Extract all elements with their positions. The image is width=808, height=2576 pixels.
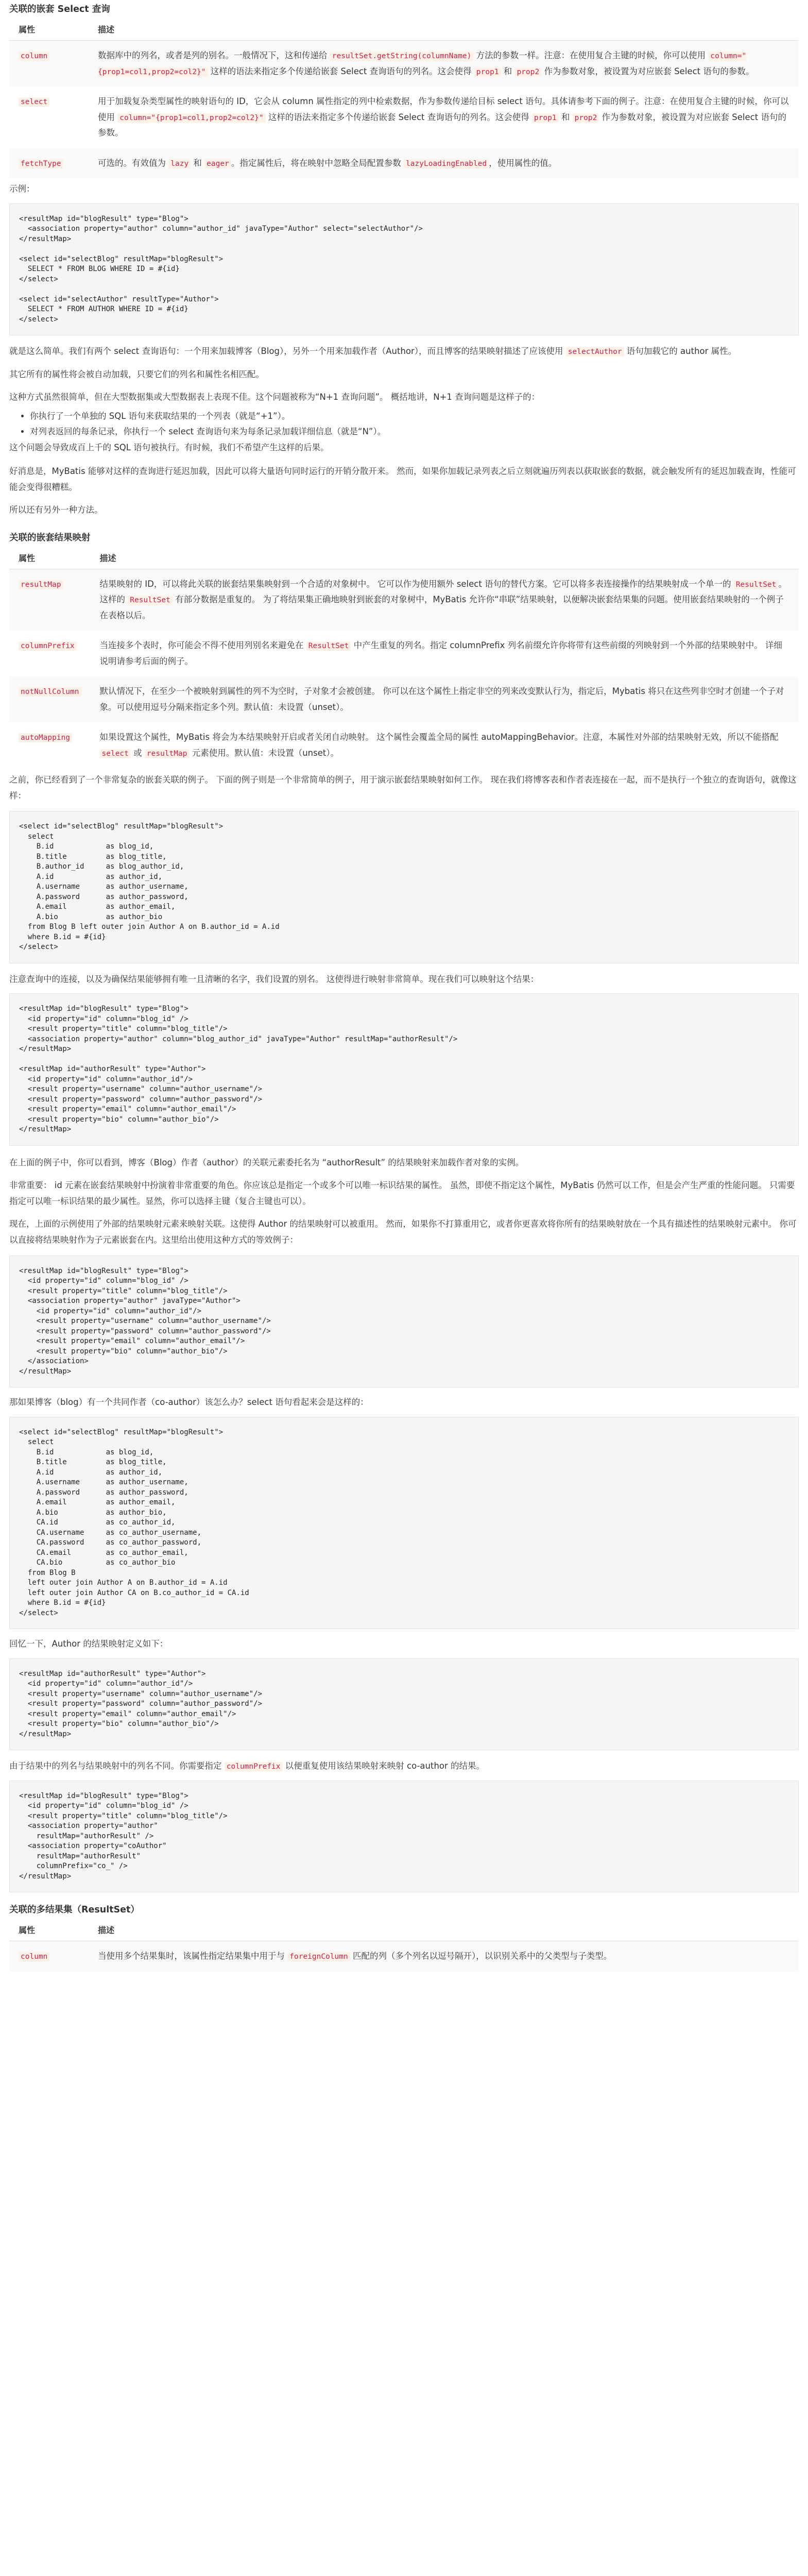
inline-code: eager (204, 159, 231, 168)
attribute-description: 当使用多个结果集时，该属性指定结果集中用于与 foreignColumn 匹配的列（多个列名以逗号隔开），以识别关系中的父类型与子类型。 (89, 1941, 799, 1972)
paragraph: 所以还有另外一种方法。 (9, 505, 103, 515)
attribute-description: 用于加载复杂类型属性的映射语句的 ID，它会从 column 属性指定的列中检索数据，作为参数传递给目标 select 语句。具体请参考下面的例子。注意：在使用复合主键的时候，你可以使用 column="{prop1=col1,prop2=col2}" 这样的语法来指定多个传递给嵌套 Select 查询语句的列名。这会使得 prop1 和 prop2 作为参数对象，被设置为对应嵌套 Select 语句的参数。 (98, 96, 789, 138)
inline-code: foreignColumn (287, 1952, 350, 1961)
table-header-row (9, 1920, 799, 1941)
attribute-description: 数据库中的列名，或者是列的别名。一般情况下，这和传递给 resultSet.getString(columnName) 方法的参数一样。注意：在使用复合主键的时候，你可以使用 column="{prop1=col1,prop2=col2}" 这样的语法来指定多个传递给嵌套 Select 查询语句的列名。这会使得 prop1 和 prop2 作为参数对象，被设置为对应嵌套 Select 语句的参数。 (89, 41, 799, 87)
inline-code: column="{prop1=col1,prop2=col2}" (98, 52, 747, 76)
paragraph: 这个问题会导致成百上千的 SQL 语句被执行。有时候，我们不希望产生这样的后果。 (9, 442, 329, 452)
header-attribute: 属性 (9, 548, 91, 569)
code-block: <resultMap id="blogResult" type="Blog"> <id property="id" column="blog_id" /> <result property="title" column="blog_title"/> <association property="author" column="blog_author_id" javaType="Author" resultMap="authorResult"/> </resultMap> <resultMap id="authorResult" type="Author"> <id property="id" column="author_id"/> <result property="username" column="author_username"/> <result property="password" column="author_password"/> <result property="email" column="author_email"/> <result property="bio" column="author_bio"/> </resultMap> (9, 993, 799, 1146)
inline-code: prop2 (515, 67, 542, 77)
inline-code: select (100, 749, 131, 758)
paragraph: 现在，上面的示例使用了外部的结果映射元素来映射关联。这使得 Author 的结果映射可以被重用。 然而，如果你不打算重用它，或者你更喜欢将你所有的结果映射放在一个具有描述性的结果映射元素中。 你可以直接将结果映射作为子元素嵌套在内。这里给出使用这种方式的等效例子： (9, 1219, 797, 1245)
attribute-name: resultMap (19, 580, 63, 589)
attribute-table-multiple-resultsets (9, 1920, 799, 1972)
table-row (9, 87, 799, 148)
paragraph: 由于结果中的列名与结果映射中的列名不同。你需要指定 columnPrefix 以便重复使用该结果映射来映射 co-author 的结果。 (9, 1761, 485, 1771)
code-block: <select id="selectBlog" resultMap="blogResult"> select B.id as blog_id, B.title as blog_title, A.id as author_id, A.username as author_username, A.password as author_password, A.email as author_email, A.bio as author_bio, CA.id as co_author_id, CA.username as co_author_username, CA.password as co_author_password, CA.email as co_author_email, CA.bio as co_author_bio from Blog B left outer join Author A on B.author_id = A.id left outer join Author CA on B.co_author_id = CA.id where B.id = #{id} </select> (9, 1417, 799, 1630)
inline-code: prop2 (573, 113, 599, 123)
paragraph: 注意查询中的连接，以及为确保结果能够拥有唯一且清晰的名字，我们设置的别名。 这使得进行映射非常简单。现在我们可以映射这个结果： (9, 974, 539, 984)
inline-code: prop1 (474, 67, 501, 77)
attribute-name: fetchType (19, 159, 63, 168)
header-attribute: 属性 (9, 1920, 89, 1941)
inline-code: column="{prop1=col1,prop2=col2}" (117, 113, 265, 123)
inline-code: ResultSet (306, 641, 351, 651)
paragraph: 示例： (9, 184, 35, 194)
section-title-multiple-resultsets: 关联的多结果集（ResultSet） (9, 1905, 140, 1916)
attribute-name: select (19, 97, 49, 107)
table-row (9, 676, 799, 722)
attribute-description: 可选的。有效值为 lazy 和 eager 。指定属性后，将在映射中忽略全局配置参数 lazyLoadingEnabled ，使用属性的值。 (89, 148, 799, 179)
paragraph: 在上面的例子中，你可以看到，博客（Blog）作者（author）的关联元素委托名为 “authorResult” 的结果映射来加载作者对象的实例。 (9, 1157, 524, 1167)
paragraph: 其它所有的属性将会被自动加载，只要它们的列名和属性名相匹配。 (9, 369, 264, 379)
list-item: • 你执行了一个单独的 SQL 语句来获取结果的一个列表（就是“+1”）。 (30, 409, 799, 425)
bullet-list (9, 409, 799, 440)
table-header-row (9, 548, 799, 569)
inline-code: ResultSet (734, 580, 779, 589)
table-row (9, 722, 799, 768)
paragraph: 那如果博客（blog）有一个共同作者（co-author）该怎么办？select 语句看起来会是这样的： (9, 1397, 369, 1408)
table-row (9, 631, 799, 676)
inline-code: resultSet.getString(columnName) (330, 52, 474, 61)
attribute-name: autoMapping (19, 733, 72, 742)
paragraph: 之前，你已经看到了一个非常复杂的嵌套关联的例子。 下面的例子则是一个非常简单的例子，用于演示嵌套结果映射如何工作。 现在我们将博客表和作者表连接在一起，而不是执行一个独立的查询语句，就像这样： (9, 775, 797, 801)
code-block: <resultMap id="blogResult" type="Blog"> <association property="author" column="author_id" javaType="Author" select="selectAuthor"/> </resultMap> <select id="selectBlog" resultMap="blogResult"> SELECT * FROM BLOG WHERE ID = #{id} </select> <select id="selectAuthor" resultType="Author"> SELECT * FROM AUTHOR WHERE ID = #{id} </select> (9, 204, 799, 336)
code-block: <resultMap id="blogResult" type="Blog"> <id property="id" column="blog_id" /> <result property="title" column="blog_title"/> <association property="author" javaType="Author"> <id property="id" column="author_id"/> <result property="username" column="author_username"/> <result property="password" column="author_password"/> <result property="email" column="author_email"/> <result property="bio" column="author_bio"/> </association> </resultMap> (9, 1256, 799, 1388)
header-description: 描述 (91, 548, 799, 569)
table-row (9, 148, 799, 179)
header-attribute: 属性 (9, 20, 89, 41)
table-header-row (9, 20, 799, 41)
attribute-table-nested-select (9, 20, 799, 178)
attribute-name: columnPrefix (19, 641, 77, 651)
header-description: 描述 (89, 20, 799, 41)
table-row (9, 41, 799, 87)
inline-code: selectAuthor (566, 347, 624, 357)
attribute-description: 如果设置这个属性，MyBatis 将会为本结果映射开启或者关闭自动映射。 这个属性会覆盖全局的属性 autoMappingBehavior。注意，本属性对外部的结果映射无效，所以不能搭配 select 或 resultMap 元素使用。默认值：未设置（unset）。 (99, 732, 779, 758)
table-row (9, 569, 799, 631)
header-description: 描述 (89, 1920, 799, 1941)
attribute-name: notNullColumn (19, 687, 81, 697)
attribute-table-nested-result (9, 548, 799, 769)
attribute-name: column (19, 1952, 49, 1961)
attribute-description: 默认情况下，在至少一个被映射到属性的列不为空时，子对象才会被创建。 你可以在这个属性上指定非空的列来改变默认行为，指定后，Mybatis 将只在这些列非空时才创建一个子对象。可以使用逗号分隔来指定多个列。默认值：未设置（unset）。 (91, 676, 799, 722)
attribute-name: column (19, 52, 49, 61)
paragraph: 这种方式虽然很简单，但在大型数据集或大型数据表上表现不佳。这个问题被称为“N+1 查询问题”。 概括地讲，N+1 查询问题是这样子的： (9, 392, 540, 402)
inline-code: prop1 (532, 113, 559, 123)
paragraph: 回忆一下，Author 的结果映射定义如下： (9, 1639, 168, 1649)
inline-code: columnPrefix (225, 1762, 283, 1771)
inline-code: resultMap (145, 749, 190, 758)
inline-code: lazy (168, 159, 191, 168)
inline-code: lazyLoadingEnabled (404, 159, 489, 168)
code-block: <resultMap id="blogResult" type="Blog"> <id property="id" column="blog_id" /> <result property="title" column="blog_title"/> <association property="author" resultMap="authorResult" /> <association property="coAuthor" resultMap="authorResult" columnPrefix="co_" /> </resultMap> (9, 1781, 799, 1893)
code-block: <resultMap id="authorResult" type="Author"> <id property="id" column="author_id"/> <result property="username" column="author_username"/> <result property="password" column="author_password"/> <result property="email" column="author_email"/> <result property="bio" column="author_bio"/> </resultMap> (9, 1658, 799, 1751)
inline-code: ResultSet (128, 596, 173, 605)
attribute-description: 结果映射的 ID，可以将此关联的嵌套结果集映射到一个合适的对象树中。 它可以作为使用额外 select 语句的替代方案。它可以将多表连接操作的结果映射成一个单一的 ResultSet 。这样的 ResultSet 有部分数据是重复的。 为了将结果集正确地映射到嵌套的对象树中，MyBatis 允许你“串联”结果映射，以便解决嵌套结果集的问题。使用嵌套结果映射的一个例子在表格以后。 (91, 569, 799, 631)
list-item: • 对列表返回的每条记录，你执行一个 select 查询语句来为每条记录加载详细信息（就是“N”）。 (30, 424, 799, 440)
section-title-nested-select: 关联的嵌套 Select 查询 (9, 4, 110, 14)
paragraph: 好消息是，MyBatis 能够对这样的查询进行延迟加载，因此可以将大量语句同时运行的开销分散开来。 然而，如果你加载记录列表之后立刻就遍历列表以获取嵌套的数据，就会触发所有的延迟加载查询，性能可能会变得很糟糕。 (9, 466, 796, 492)
paragraph: 非常重要： id 元素在嵌套结果映射中扮演着非常重要的角色。你应该总是指定一个或多个可以唯一标识结果的属性。 虽然，即使不指定这个属性，MyBatis 仍然可以工作，但是会产生严重的性能问题。 只需要指定可以唯一标识结果的最少属性。显然，你可以选择主键（复合主键也可以）。 (9, 1180, 795, 1206)
section-title-nested-result: 关联的嵌套结果映射 (9, 532, 91, 543)
paragraph: 就是这么简单。我们有两个 select 查询语句：一个用来加载博客（Blog），另外一个用来加载作者（Author），而且博客的结果映射描述了应该使用 selectAuthor 语句加载它的 author 属性。 (9, 346, 737, 357)
attribute-description: 当连接多个表时，你可能会不得不使用列别名来避免在 ResultSet 中产生重复的列名。指定 columnPrefix 列名前缀允许你将带有这些前缀的列映射到一个外部的结果映射中。 详细说明请参考后面的例子。 (99, 640, 782, 666)
table-row (9, 1941, 799, 1972)
code-block: <select id="selectBlog" resultMap="blogResult"> select B.id as blog_id, B.title as blog_title, B.author_id as blog_author_id, A.id as author_id, A.username as author_username, A.password as author_password, A.email as author_email, A.bio as author_bio from Blog B left outer join Author A on B.author_id = A.id where B.id = #{id} </select> (9, 811, 799, 963)
